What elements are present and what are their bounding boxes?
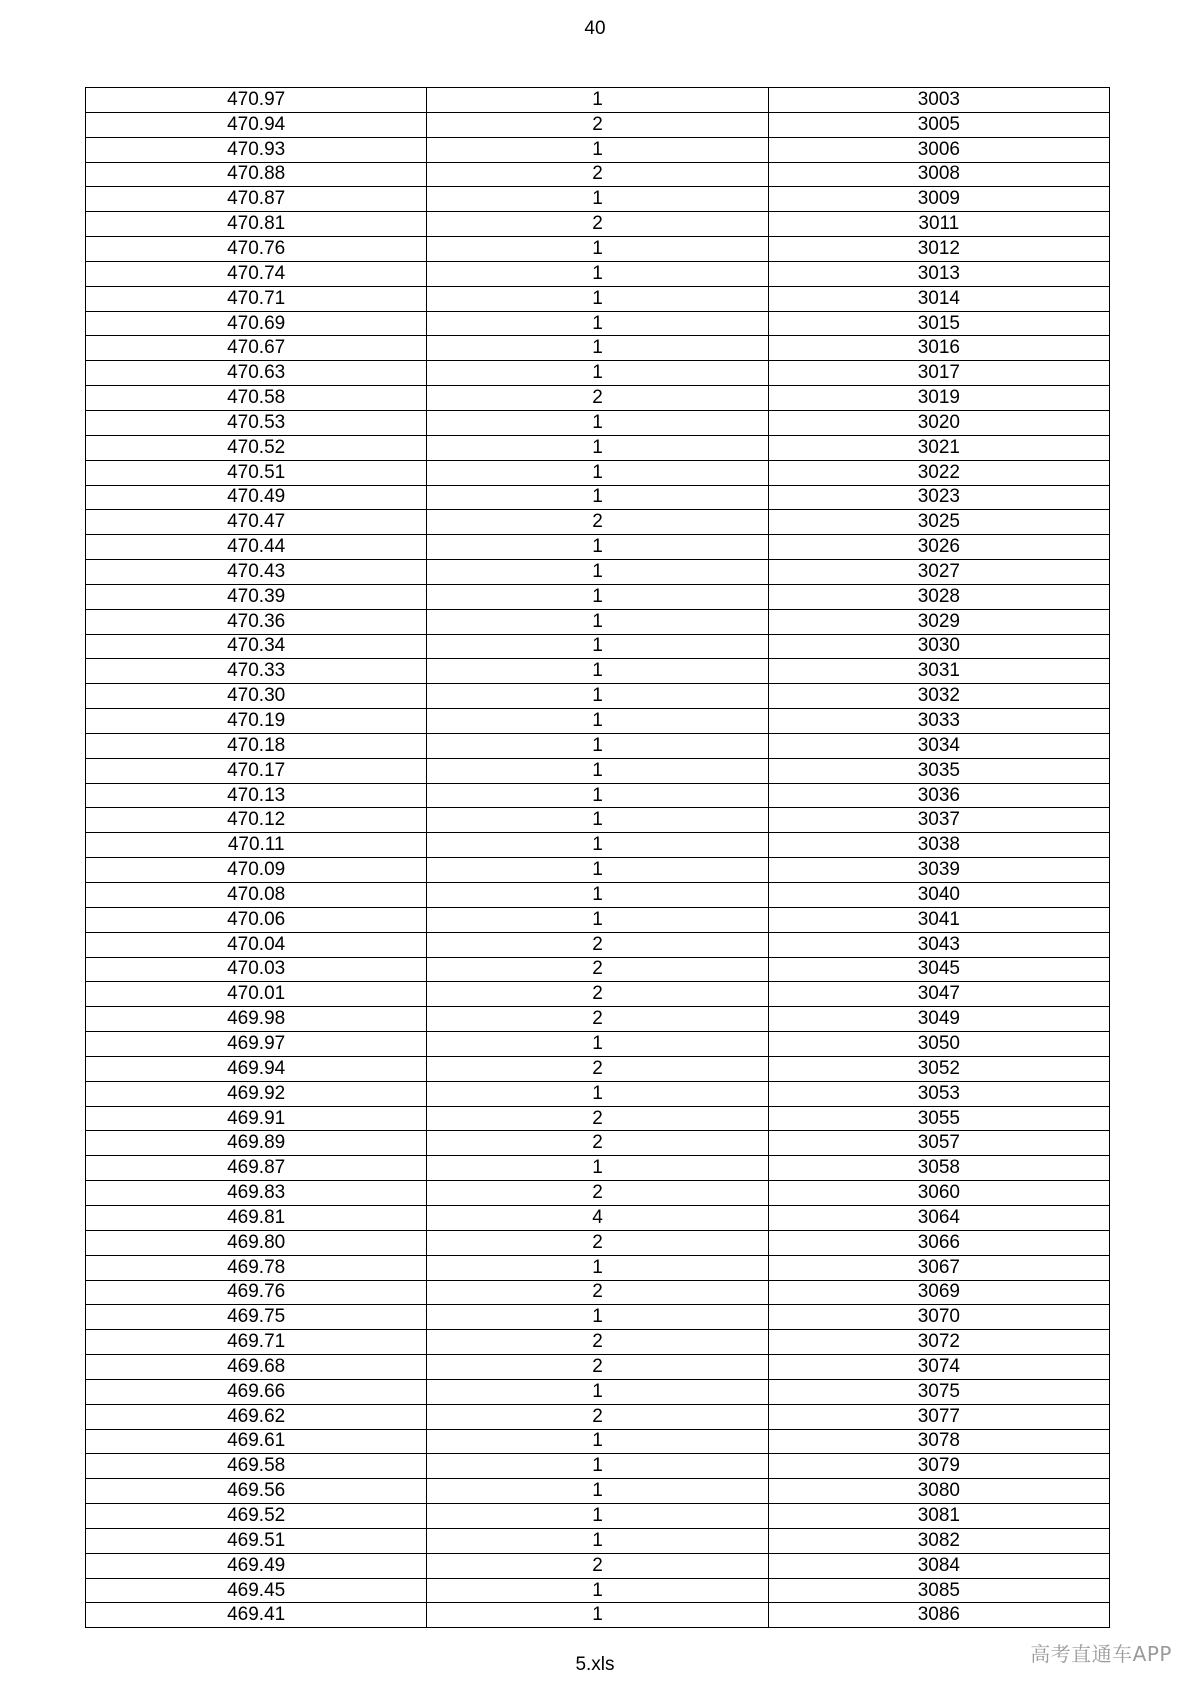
count-cell: 1 [427, 634, 768, 659]
count-cell: 1 [427, 485, 768, 510]
count-cell: 1 [427, 1379, 768, 1404]
table-row [86, 1355, 1110, 1380]
cumulative-cell: 3086 [768, 1603, 1109, 1628]
count-cell: 2 [427, 386, 768, 411]
cumulative-cell: 3045 [768, 957, 1109, 982]
score-cell: 470.87 [86, 187, 427, 212]
cumulative-cell: 3012 [768, 237, 1109, 262]
score-cell: 470.67 [86, 336, 427, 361]
score-cell: 469.78 [86, 1255, 427, 1280]
cumulative-cell: 3050 [768, 1032, 1109, 1057]
score-cell: 470.81 [86, 212, 427, 237]
count-cell: 1 [427, 1081, 768, 1106]
table-row [86, 783, 1110, 808]
score-cell: 469.87 [86, 1156, 427, 1181]
score-table [85, 87, 1110, 1628]
table-row [86, 1131, 1110, 1156]
score-cell: 470.36 [86, 609, 427, 634]
table-row [86, 1379, 1110, 1404]
score-cell: 470.17 [86, 758, 427, 783]
cumulative-cell: 3028 [768, 584, 1109, 609]
score-cell: 470.74 [86, 261, 427, 286]
count-cell: 1 [427, 833, 768, 858]
cumulative-cell: 3057 [768, 1131, 1109, 1156]
score-cell: 470.03 [86, 957, 427, 982]
table-row [86, 609, 1110, 634]
score-cell: 470.30 [86, 684, 427, 709]
score-cell: 469.83 [86, 1181, 427, 1206]
table-row [86, 1081, 1110, 1106]
score-cell: 470.94 [86, 112, 427, 137]
cumulative-cell: 3047 [768, 982, 1109, 1007]
cumulative-cell: 3066 [768, 1230, 1109, 1255]
score-cell: 470.39 [86, 584, 427, 609]
table-row [86, 1255, 1110, 1280]
table-row [86, 733, 1110, 758]
cumulative-cell: 3053 [768, 1081, 1109, 1106]
count-cell: 1 [427, 187, 768, 212]
count-cell: 1 [427, 1429, 768, 1454]
score-cell: 470.58 [86, 386, 427, 411]
score-cell: 470.06 [86, 907, 427, 932]
count-cell: 1 [427, 758, 768, 783]
count-cell: 2 [427, 982, 768, 1007]
count-cell: 1 [427, 361, 768, 386]
cumulative-cell: 3032 [768, 684, 1109, 709]
count-cell: 1 [427, 1454, 768, 1479]
score-cell: 469.75 [86, 1305, 427, 1330]
table-row [86, 1305, 1110, 1330]
count-cell: 1 [427, 88, 768, 113]
table-row [86, 1553, 1110, 1578]
score-cell: 470.88 [86, 162, 427, 187]
count-cell: 1 [427, 858, 768, 883]
table-row [86, 460, 1110, 485]
cumulative-cell: 3070 [768, 1305, 1109, 1330]
table-row [86, 1230, 1110, 1255]
cumulative-cell: 3078 [768, 1429, 1109, 1454]
table-row [86, 1181, 1110, 1206]
table-row [86, 361, 1110, 386]
count-cell: 2 [427, 1106, 768, 1131]
score-cell: 469.80 [86, 1230, 427, 1255]
count-cell: 1 [427, 137, 768, 162]
count-cell: 1 [427, 684, 768, 709]
table-row [86, 1032, 1110, 1057]
cumulative-cell: 3027 [768, 560, 1109, 585]
score-cell: 470.12 [86, 808, 427, 833]
count-cell: 1 [427, 261, 768, 286]
cumulative-cell: 3064 [768, 1205, 1109, 1230]
table-row [86, 1528, 1110, 1553]
score-cell: 470.19 [86, 709, 427, 734]
cumulative-cell: 3081 [768, 1504, 1109, 1529]
count-cell: 2 [427, 1330, 768, 1355]
count-cell: 2 [427, 1355, 768, 1380]
count-cell: 1 [427, 286, 768, 311]
score-table-body [86, 88, 1110, 1628]
score-cell: 470.01 [86, 982, 427, 1007]
cumulative-cell: 3072 [768, 1330, 1109, 1355]
cumulative-cell: 3008 [768, 162, 1109, 187]
count-cell: 2 [427, 1056, 768, 1081]
score-cell: 470.97 [86, 88, 427, 113]
table-row [86, 1603, 1110, 1628]
table-row [86, 1106, 1110, 1131]
cumulative-cell: 3019 [768, 386, 1109, 411]
cumulative-cell: 3006 [768, 137, 1109, 162]
table-row [86, 1404, 1110, 1429]
cumulative-cell: 3058 [768, 1156, 1109, 1181]
cumulative-cell: 3037 [768, 808, 1109, 833]
table-row [86, 336, 1110, 361]
score-cell: 470.43 [86, 560, 427, 585]
cumulative-cell: 3029 [768, 609, 1109, 634]
count-cell: 2 [427, 957, 768, 982]
table-row [86, 1429, 1110, 1454]
score-cell: 470.08 [86, 883, 427, 908]
cumulative-cell: 3025 [768, 510, 1109, 535]
cumulative-cell: 3055 [768, 1106, 1109, 1131]
score-cell: 470.71 [86, 286, 427, 311]
table-row [86, 1280, 1110, 1305]
watermark: 高考直通车APP [1030, 1642, 1172, 1666]
count-cell: 1 [427, 1528, 768, 1553]
score-cell: 470.33 [86, 659, 427, 684]
count-cell: 1 [427, 435, 768, 460]
cumulative-cell: 3030 [768, 634, 1109, 659]
score-cell: 470.04 [86, 932, 427, 957]
score-cell: 469.91 [86, 1106, 427, 1131]
cumulative-cell: 3067 [768, 1255, 1109, 1280]
table-row [86, 982, 1110, 1007]
count-cell: 1 [427, 1603, 768, 1628]
table-row [86, 1156, 1110, 1181]
score-cell: 469.49 [86, 1553, 427, 1578]
table-row [86, 535, 1110, 560]
table-row [86, 758, 1110, 783]
count-cell: 1 [427, 460, 768, 485]
table-row [86, 634, 1110, 659]
count-cell: 1 [427, 1156, 768, 1181]
table-row [86, 112, 1110, 137]
cumulative-cell: 3031 [768, 659, 1109, 684]
table-row [86, 137, 1110, 162]
table-row [86, 1454, 1110, 1479]
count-cell: 1 [427, 907, 768, 932]
count-cell: 1 [427, 1504, 768, 1529]
table-row [86, 311, 1110, 336]
cumulative-cell: 3079 [768, 1454, 1109, 1479]
table-row [86, 883, 1110, 908]
cumulative-cell: 3015 [768, 311, 1109, 336]
cumulative-cell: 3038 [768, 833, 1109, 858]
table-row [86, 286, 1110, 311]
score-cell: 469.98 [86, 1007, 427, 1032]
score-cell: 469.89 [86, 1131, 427, 1156]
score-cell: 469.61 [86, 1429, 427, 1454]
score-cell: 469.56 [86, 1479, 427, 1504]
score-cell: 469.58 [86, 1454, 427, 1479]
count-cell: 1 [427, 410, 768, 435]
table-row [86, 1007, 1110, 1032]
table-row [86, 858, 1110, 883]
cumulative-cell: 3035 [768, 758, 1109, 783]
score-cell: 470.93 [86, 137, 427, 162]
cumulative-cell: 3022 [768, 460, 1109, 485]
table-row [86, 808, 1110, 833]
cumulative-cell: 3075 [768, 1379, 1109, 1404]
table-row [86, 684, 1110, 709]
score-cell: 470.51 [86, 460, 427, 485]
table-row [86, 187, 1110, 212]
count-cell: 1 [427, 609, 768, 634]
score-cell: 470.52 [86, 435, 427, 460]
cumulative-cell: 3023 [768, 485, 1109, 510]
score-cell: 470.47 [86, 510, 427, 535]
table-row [86, 1056, 1110, 1081]
score-cell: 469.68 [86, 1355, 427, 1380]
table-row [86, 1479, 1110, 1504]
score-cell: 469.51 [86, 1528, 427, 1553]
count-cell: 4 [427, 1205, 768, 1230]
table-row [86, 510, 1110, 535]
score-cell: 470.63 [86, 361, 427, 386]
table-row [86, 1504, 1110, 1529]
table-row [86, 162, 1110, 187]
count-cell: 2 [427, 1230, 768, 1255]
count-cell: 2 [427, 1404, 768, 1429]
score-cell: 469.62 [86, 1404, 427, 1429]
table-row [86, 560, 1110, 585]
cumulative-cell: 3005 [768, 112, 1109, 137]
page-number: 40 [584, 18, 606, 39]
table-row [86, 907, 1110, 932]
count-cell: 1 [427, 1305, 768, 1330]
table-row [86, 584, 1110, 609]
cumulative-cell: 3014 [768, 286, 1109, 311]
cumulative-cell: 3011 [768, 212, 1109, 237]
count-cell: 2 [427, 162, 768, 187]
cumulative-cell: 3026 [768, 535, 1109, 560]
count-cell: 1 [427, 883, 768, 908]
count-cell: 2 [427, 932, 768, 957]
table-row [86, 485, 1110, 510]
cumulative-cell: 3060 [768, 1181, 1109, 1206]
score-cell: 470.49 [86, 485, 427, 510]
score-cell: 469.81 [86, 1205, 427, 1230]
cumulative-cell: 3020 [768, 410, 1109, 435]
cumulative-cell: 3021 [768, 435, 1109, 460]
cumulative-cell: 3082 [768, 1528, 1109, 1553]
count-cell: 1 [427, 336, 768, 361]
count-cell: 1 [427, 659, 768, 684]
score-cell: 470.53 [86, 410, 427, 435]
count-cell: 1 [427, 311, 768, 336]
cumulative-cell: 3036 [768, 783, 1109, 808]
count-cell: 1 [427, 808, 768, 833]
count-cell: 2 [427, 1181, 768, 1206]
cumulative-cell: 3039 [768, 858, 1109, 883]
count-cell: 2 [427, 510, 768, 535]
table-row [86, 212, 1110, 237]
count-cell: 1 [427, 733, 768, 758]
count-cell: 1 [427, 1255, 768, 1280]
cumulative-cell: 3016 [768, 336, 1109, 361]
cumulative-cell: 3043 [768, 932, 1109, 957]
table-row [86, 237, 1110, 262]
score-cell: 470.09 [86, 858, 427, 883]
count-cell: 1 [427, 783, 768, 808]
table-row [86, 410, 1110, 435]
score-cell: 469.66 [86, 1379, 427, 1404]
count-cell: 2 [427, 1280, 768, 1305]
cumulative-cell: 3085 [768, 1578, 1109, 1603]
count-cell: 1 [427, 709, 768, 734]
score-cell: 470.69 [86, 311, 427, 336]
count-cell: 2 [427, 212, 768, 237]
table-row [86, 1330, 1110, 1355]
footer-file-name: 5.xls [575, 1654, 615, 1675]
count-cell: 2 [427, 1007, 768, 1032]
cumulative-cell: 3077 [768, 1404, 1109, 1429]
score-cell: 469.71 [86, 1330, 427, 1355]
table-row [86, 1205, 1110, 1230]
cumulative-cell: 3080 [768, 1479, 1109, 1504]
count-cell: 2 [427, 112, 768, 137]
score-cell: 470.44 [86, 535, 427, 560]
score-cell: 470.18 [86, 733, 427, 758]
count-cell: 1 [427, 1032, 768, 1057]
score-cell: 470.76 [86, 237, 427, 262]
count-cell: 1 [427, 584, 768, 609]
score-cell: 469.92 [86, 1081, 427, 1106]
table-row [86, 1578, 1110, 1603]
cumulative-cell: 3040 [768, 883, 1109, 908]
score-cell: 470.13 [86, 783, 427, 808]
cumulative-cell: 3049 [768, 1007, 1109, 1032]
cumulative-cell: 3017 [768, 361, 1109, 386]
table-row [86, 88, 1110, 113]
score-cell: 469.97 [86, 1032, 427, 1057]
table-row [86, 709, 1110, 734]
count-cell: 1 [427, 1479, 768, 1504]
cumulative-cell: 3009 [768, 187, 1109, 212]
table-row [86, 659, 1110, 684]
cumulative-cell: 3052 [768, 1056, 1109, 1081]
count-cell: 1 [427, 560, 768, 585]
table-row [86, 833, 1110, 858]
count-cell: 1 [427, 237, 768, 262]
cumulative-cell: 3003 [768, 88, 1109, 113]
score-cell: 470.11 [86, 833, 427, 858]
score-cell: 469.52 [86, 1504, 427, 1529]
cumulative-cell: 3034 [768, 733, 1109, 758]
count-cell: 1 [427, 1578, 768, 1603]
score-cell: 469.94 [86, 1056, 427, 1081]
score-cell: 469.41 [86, 1603, 427, 1628]
table-row [86, 261, 1110, 286]
table-row [86, 435, 1110, 460]
count-cell: 2 [427, 1553, 768, 1578]
score-cell: 469.76 [86, 1280, 427, 1305]
table-row [86, 386, 1110, 411]
cumulative-cell: 3084 [768, 1553, 1109, 1578]
table-row [86, 957, 1110, 982]
cumulative-cell: 3041 [768, 907, 1109, 932]
cumulative-cell: 3074 [768, 1355, 1109, 1380]
cumulative-cell: 3033 [768, 709, 1109, 734]
table-row [86, 932, 1110, 957]
score-cell: 469.45 [86, 1578, 427, 1603]
count-cell: 2 [427, 1131, 768, 1156]
cumulative-cell: 3069 [768, 1280, 1109, 1305]
score-cell: 470.34 [86, 634, 427, 659]
count-cell: 1 [427, 535, 768, 560]
cumulative-cell: 3013 [768, 261, 1109, 286]
